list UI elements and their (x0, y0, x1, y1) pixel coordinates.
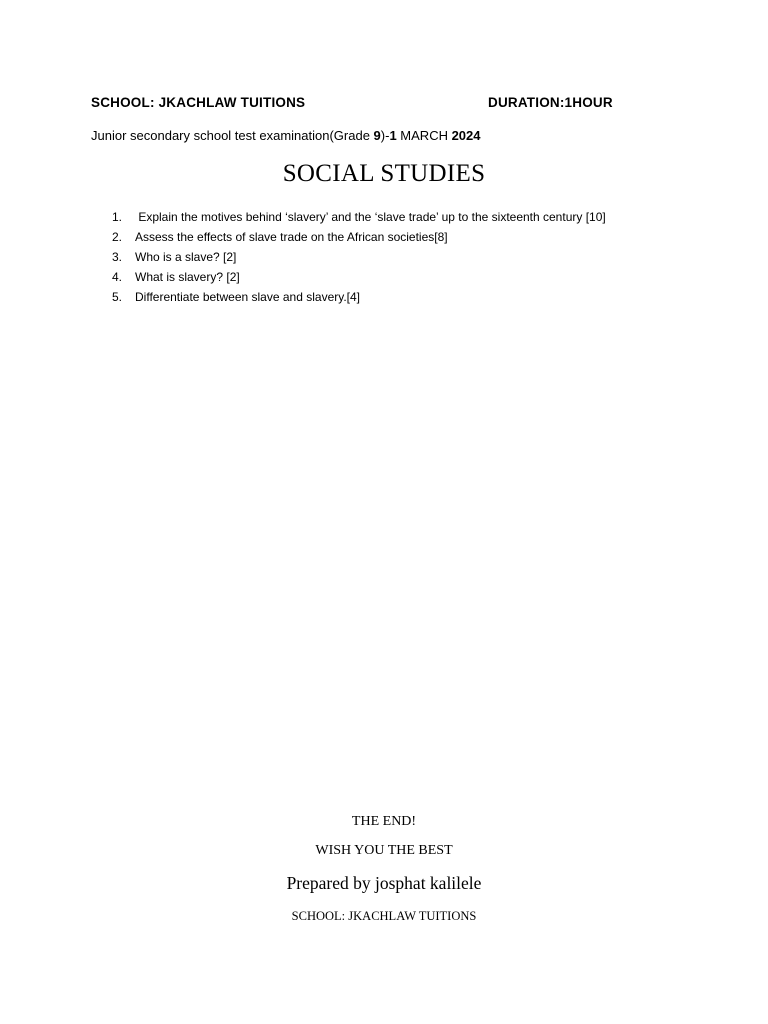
question-number: 4. (112, 270, 123, 284)
question-text: Differentiate between slave and slavery.[4] (135, 290, 361, 304)
header-row (91, 95, 651, 113)
question-number: 2. (112, 230, 123, 244)
question-text: Explain the motives behind ‘slavery’ and the ‘slave trade’ up to the sixteenth century [10] (135, 210, 606, 224)
question-list (112, 207, 606, 307)
question-number: 3. (112, 250, 123, 264)
exam-year: 2024 (451, 128, 481, 143)
question-number: 5. (112, 290, 123, 304)
question-item (112, 247, 606, 267)
question-number: 1. (112, 210, 123, 224)
question-item (112, 287, 606, 307)
question-text: What is slavery? [2] (135, 270, 240, 284)
exam-info-sep: )- (380, 128, 390, 143)
question-item (112, 207, 606, 227)
question-item (112, 227, 606, 247)
exam-day: 1 (389, 128, 397, 143)
question-text: Assess the effects of slave trade on the African societies[8] (135, 230, 448, 244)
exam-info-text: Junior secondary school test examination(Grade (91, 128, 374, 143)
footer-school: SCHOOL: JKACHLAW TUITIONS (291, 909, 477, 923)
footer-prepared-by: Prepared by josphat kalilele (286, 873, 482, 893)
exam-grade: 9 (373, 128, 381, 143)
question-text: Who is a slave? [2] (135, 250, 237, 264)
exam-info-line (91, 128, 481, 143)
footer-wish: WISH YOU THE BEST (315, 843, 453, 858)
footer-the-end: THE END! (351, 814, 417, 829)
duration-header: DURATION:1HOUR (488, 95, 613, 110)
subject-title: SOCIAL STUDIES (282, 160, 486, 187)
exam-month: MARCH (396, 128, 452, 143)
question-item (112, 267, 606, 287)
school-header: SCHOOL: JKACHLAW TUITIONS (91, 95, 306, 110)
